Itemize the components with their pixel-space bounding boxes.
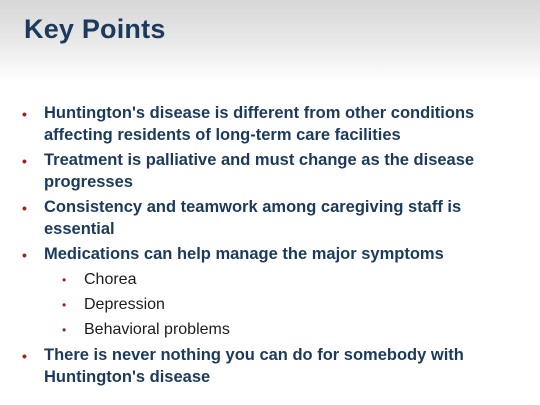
bullet-text: Huntington's disease is different from other conditions affecting residents of long-term care facilities [44, 104, 475, 144]
bullet-item [22, 197, 527, 240]
subbullet-text: Chorea [84, 271, 137, 288]
bullet-item [22, 244, 527, 266]
slide-title: Key Points [24, 14, 166, 44]
bullet-text: Consistency and teamwork among caregiving staff is essential [44, 198, 462, 238]
subbullet-marker: • [62, 273, 67, 287]
bullet-list [22, 103, 527, 392]
bullet-marker: • [22, 200, 27, 216]
subbullet-marker: • [62, 323, 67, 337]
subbullet-item [62, 269, 527, 291]
bullet-text: There is never nothing you can do for somebody with Huntington's disease [44, 346, 464, 386]
subbullet-marker: • [62, 298, 67, 312]
bullet-text: Medications can help manage the major symptoms [44, 245, 444, 263]
subbullet-list [22, 269, 527, 341]
bullet-item [22, 345, 527, 388]
bullet-marker: • [22, 153, 27, 169]
bullet-marker: • [22, 106, 27, 122]
bullet-item [22, 103, 527, 146]
subbullet-text: Behavioral problems [84, 321, 230, 338]
bullet-item [22, 150, 527, 193]
bullet-marker: • [22, 247, 27, 263]
bullet-marker: • [22, 348, 27, 364]
subbullet-item [62, 294, 527, 316]
subbullet-item [62, 319, 527, 341]
bullet-text: Treatment is palliative and must change as the disease progresses [44, 151, 475, 191]
subbullet-text: Depression [84, 296, 165, 313]
